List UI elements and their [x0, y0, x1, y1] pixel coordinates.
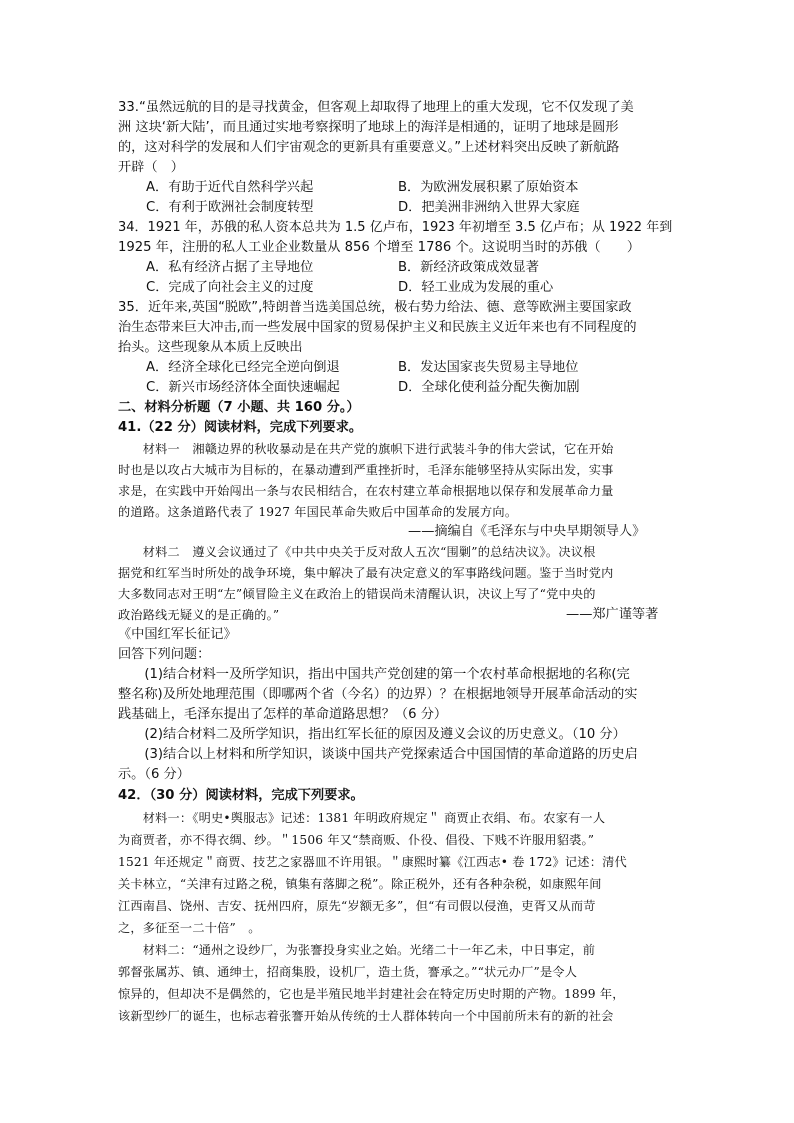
- q41-material-1-line-1: 材料一 湘赣边界的秋收暴动是在共产党的旗帜下进行武装斗争的伟大尝试，它在开始: [118, 442, 614, 456]
- q41-answer-label: 回答下列问题：: [118, 647, 211, 662]
- q35-option-b[interactable]: B．发达国家丧失贸易主导地位: [398, 360, 579, 375]
- q33-line-1: 33.“虽然远航的目的是寻找黄金，但客观上却取得了地理上的重大发现，它不仅发现了美: [118, 100, 634, 115]
- q41-material-2-book: 《中国红军长征记》: [118, 627, 237, 642]
- q42-material-2-line-4: 该新型纱厂的诞生，也标志着张謇开始从传统的士人群体转向一个中国前所未有的新的社会: [118, 1009, 614, 1023]
- q34-option-c[interactable]: C．完成了向社会主义的过度: [146, 280, 314, 295]
- q35-line-2: 治生态带来巨大冲击,而一些发展中国家的贸易保护主义和民族主义近年来也有不同程度的: [118, 320, 637, 335]
- q34-line-1: 34．1921 年，苏俄的私人资本总共为 1.5 亿卢布，1923 年初增至 3.5 亿卢布；从 1922 年到: [118, 220, 673, 235]
- q41-material-2-line-4: 政治路线无疑义的是正确的。”: [118, 608, 280, 622]
- q42-material-2-line-2: 郭督张属苏、镇、通绅士，招商集股，设机厂，造土货，謇承之。”“状元办厂”是令人: [118, 965, 578, 979]
- q41-material-2-line-3: 大多数同志对王明“左”倾冒险主义在政治上的错误尚未清醒认识，决议上写了“党中央的: [118, 587, 596, 601]
- q41-sub-line-4: (2)结合材料二及所学知识，指出红军长征的原因及遵义会议的历史意义。（10 分）: [118, 727, 626, 742]
- q41-sub-line-2: 整名称)及所处地理范围（即哪两个省（今名）的边界）？在根据地领导开展革命活动的实: [118, 687, 638, 702]
- q35-option-a[interactable]: A．经济全球化已经完全逆向倒退: [146, 360, 340, 375]
- q41-heading: 41.（22 分）阅读材料，完成下列要求。: [118, 420, 363, 435]
- q33-line-4: 开辟（ ）: [118, 160, 184, 175]
- q42-material-1-line-3: 1521 年还规定＂商贾、技艺之家器皿不许用银。＂康熙时纂《江西志• 卷 172》记述：清代: [118, 855, 627, 869]
- q34-line-2: 1925 年，注册的私人工业企业数量从 856 个增至 1786 个。这说明当时的苏俄（ ）: [118, 240, 641, 255]
- q33-line-2: 洲 这块‘新大陆’，而且通过实地考察探明了地球上的海洋是相通的，证明了地球是圆形: [118, 120, 619, 135]
- q33-line-3: 的，这对科学的发展和人们宇宙观念的更新具有重要意义。”上述材料突出反映了新航路: [118, 140, 620, 155]
- q42-material-1-line-4: 关卡林立，“关津有过路之税，镇集有落脚之税”。除正税外，还有各种杂税，如康熙年间: [118, 877, 602, 891]
- q35-line-1: 35．近年来,英国“脱欧”,特朗普当选美国总统，极右势力给法、德、意等欧洲主要国家政: [118, 300, 632, 315]
- q33-option-b[interactable]: B．为欧洲发展积累了原始资本: [398, 180, 579, 195]
- q41-sub-line-6: 示。（6 分）: [118, 767, 190, 782]
- q35-option-c[interactable]: C．新兴市场经济体全面快速崛起: [146, 380, 340, 395]
- q41-material-1-line-2: 时也是以攻占大城市为目标的，在暴动遭到严重挫折时，毛泽东能够坚持从实际出发，实事: [118, 463, 614, 477]
- q42-material-1-line-2: 为商贾者，亦不得衣绸、纱。＂1506 年又“禁商贩、仆役、倡役、下贱不许服用貂裘。”: [118, 833, 595, 847]
- q34-option-d[interactable]: D．轻工业成为发展的重心: [398, 280, 554, 295]
- q41-material-1-line-4: 的道路。这条道路代表了 1927 年国民革命失败后中国革命的发展方向。: [118, 505, 518, 519]
- q41-sub-line-5: (3)结合以上材料和所学知识，谈谈中国共产党探索适合中国国情的革命道路的历史启: [118, 747, 638, 762]
- q35-option-d[interactable]: D．全球化使利益分配失衡加剧: [398, 380, 580, 395]
- q41-material-1-line-3: 求是，在实践中开始闯出一条与农民相结合，在农村建立革命根据地以保存和发展革命力量: [118, 484, 614, 498]
- section-2-title: 二、材料分析题（7 小题、共 160 分。）: [118, 400, 360, 415]
- q33-option-c[interactable]: C．有利于欧洲社会制度转型: [146, 200, 314, 215]
- q42-material-1-line-6: 之，多征至一二十倍” 。: [118, 921, 261, 935]
- q35-line-3: 抬头。这些现象从本质上反映出: [118, 340, 303, 355]
- q42-heading: 42．（30 分）阅读材料，完成下列要求。: [118, 788, 364, 803]
- q41-sub-line-3: 践基础上，毛泽东提出了怎样的革命道路思想？（6 分）: [118, 707, 448, 722]
- q41-material-2-line-1: 材料二 遵义会议通过了《中共中央关于反对敌人五次“围剿”的总结决议》。决议根: [118, 545, 596, 559]
- q42-material-1-line-5: 江西南昌、饶州、吉安、抚州四府，原先“岁额无多”，但“有司假以侵渔，吏胥又从而苛: [118, 899, 596, 913]
- q42-material-1-line-1: 材料一：《明史•舆服志》记述：1381 年明政府规定＂ 商贾止衣绢、布。农家有一人: [118, 811, 606, 825]
- q41-material-2-line-2: 据党和红军当时所处的战争环境，集中解决了最有决定意义的军事路线问题。鉴于当时党内: [118, 566, 614, 580]
- q42-material-2-line-3: 惊异的，但却决不是偶然的，它也是半殖民地半封建社会在特定历史时期的产物。1899 年，: [118, 987, 625, 1001]
- q41-material-2-source: ——郑广谨等著: [566, 607, 659, 622]
- q41-sub-line-1: (1)结合材料一及所学知识，指出中国共产党创建的第一个农村革命根据地的名称(完: [118, 667, 630, 682]
- q33-option-a[interactable]: A．有助于近代自然科学兴起: [146, 180, 314, 195]
- q42-material-2-line-1: 材料二：“通州之设纱厂，为张謇投身实业之始。光绪二十一年乙未，中日事定，前: [118, 943, 596, 957]
- q34-option-a[interactable]: A．私有经济占据了主导地位: [146, 260, 314, 275]
- q41-material-1-source: ——摘编自《毛泽东与中央早期领导人》: [408, 524, 646, 539]
- q33-option-d[interactable]: D．把美洲非洲纳入世界大家庭: [398, 200, 580, 215]
- q34-option-b[interactable]: B．新经济政策成效显著: [398, 260, 539, 275]
